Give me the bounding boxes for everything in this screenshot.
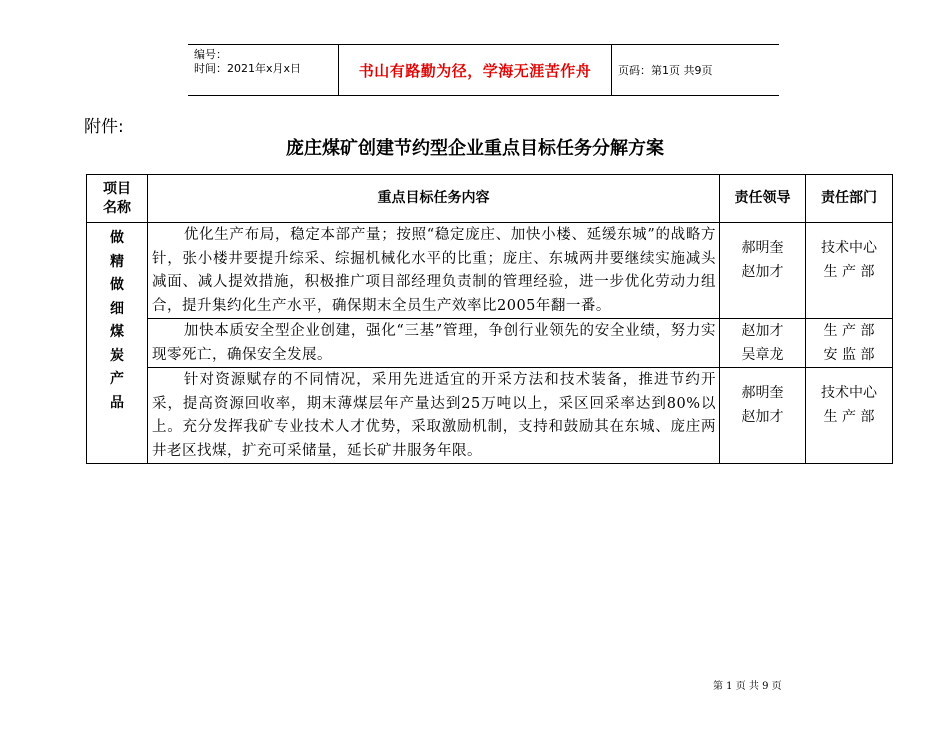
leader-cell	[720, 368, 806, 464]
project-char: 做	[110, 230, 124, 246]
page-header	[188, 44, 779, 96]
dept-name: 生 产 部	[823, 263, 875, 280]
leader-name: 赵加才	[741, 263, 784, 280]
leader-cell	[720, 223, 806, 319]
header-project-line2: 名称	[103, 199, 131, 216]
time-label: 时间：2021年x月x日	[194, 62, 302, 75]
dept-name: 生 产 部	[823, 323, 875, 339]
leader-name: 赵加才	[741, 323, 784, 339]
leader-name: 郝明奎	[741, 240, 784, 256]
project-char: 炭	[110, 347, 124, 364]
leader-name: 赵加才	[741, 408, 784, 425]
task-content: 针对资源赋存的不同情况，采用先进适宜的开采方法和技术装备，推进节约开采，提高资源回收率，期末薄煤层年产量达到25万吨以上，采区回采率达到80%以上。充分发挥我矿专业技术人才优势，采取激励机制，支持和鼓励其在东城、庞庄两井老区找煤，扩充可采储量，延长矿井服务年限。	[148, 368, 720, 464]
dept-name: 生 产 部	[823, 408, 875, 425]
project-char: 做	[110, 277, 124, 293]
dept-cell	[806, 319, 893, 368]
number-label: 编号：	[194, 48, 227, 61]
project-char: 煤	[110, 324, 124, 340]
project-char: 精	[110, 253, 124, 270]
project-name-cell	[87, 223, 148, 464]
header-dept: 责任部门	[806, 175, 893, 223]
table-header-row	[87, 175, 893, 223]
header-content: 重点目标任务内容	[148, 175, 720, 223]
table-row	[87, 368, 893, 464]
dept-cell	[806, 223, 893, 319]
dept-name: 安 监 部	[823, 346, 875, 363]
header-project-line1: 项目	[103, 180, 131, 197]
dept-name: 技术中心	[821, 385, 877, 401]
project-char: 品	[110, 394, 124, 411]
header-leader: 责任领导	[720, 175, 806, 223]
header-page-label: 页码：第1页 共9页	[618, 64, 713, 77]
leader-name: 吴章龙	[741, 346, 784, 363]
table-row	[87, 223, 893, 319]
project-char: 细	[110, 300, 124, 317]
header-project	[87, 175, 148, 223]
task-content: 加快本质安全型企业创建，强化“三基”管理，争创行业领先的安全业绩，努力实现零死亡，确保安全发展。	[148, 319, 720, 368]
task-content: 优化生产布局，稳定本部产量；按照“稳定庞庄、加快小楼、延缓东城”的战略方针，张小楼井要提升综采、综掘机械化水平的比重；庞庄、东城两井要继续实施减头减面、减人提效措施，积极推广项目部经理负责制的管理经验，进一步优化劳动力组合，提升集约化生产水平，确保期末全员生产效率比2005年翻一番。	[148, 223, 720, 319]
page-footer: 第 1 页 共 9 页	[713, 681, 782, 692]
dept-name: 技术中心	[821, 240, 877, 256]
leader-name: 郝明奎	[741, 385, 784, 401]
attachment-label: 附件:	[84, 117, 124, 137]
header-motto: 书山有路勤为径，学海无涯苦作舟	[338, 45, 612, 95]
task-table	[86, 174, 893, 464]
project-char: 产	[110, 371, 124, 387]
table-row	[87, 319, 893, 368]
dept-cell	[806, 368, 893, 464]
header-meta	[188, 45, 338, 95]
leader-cell	[720, 319, 806, 368]
document-title: 庞庄煤矿创建节约型企业重点目标任务分解方案	[286, 138, 664, 159]
